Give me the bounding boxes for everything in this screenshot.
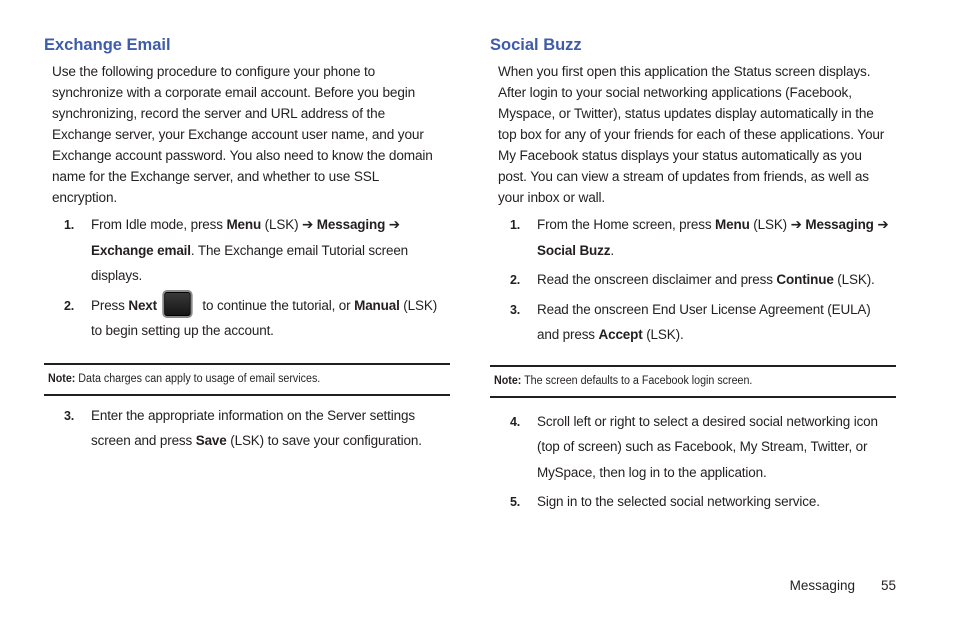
social-step-4 [490,410,896,487]
arrow-icon: ➔ [302,217,314,233]
social-step-1 [490,213,896,264]
step-text: Sign in to the selected social networking service. [537,494,820,510]
page-number: 55 [880,578,896,593]
social-step-5 [490,490,896,516]
exchange-step-1 [44,213,450,290]
step-number: 3. [64,408,75,423]
softkey-button-icon [163,290,193,318]
step-number: 2. [64,298,75,313]
social-step-3 [490,298,896,349]
exchange-email-section [44,34,450,455]
step-text: Read the onscreen disclaimer and press Continue (LSK). [537,272,875,288]
step-text: From Idle mode, press Menu (LSK) ➔ Messaging ➔ Exchange email. The Exchange email Tutorial screen displays. [91,217,409,284]
step-text: Read the onscreen End User License Agreement (EULA) and press Accept (LSK). [537,301,871,343]
note-box [44,363,450,396]
exchange-step-3 [44,404,450,455]
exchange-email-intro: Use the following procedure to configure your phone to synchronize with a corporate email account. Before you begin synchronizing, record the server and URL address of the Exchange server, your Exchange account user name, and your Exchange account password. You also need to know the domain name for the Exchange server, and whether to use SSL encryption. [52,64,433,206]
social-buzz-section [490,34,896,516]
step-number: 5. [510,495,521,509]
footer-section: Messaging [789,578,855,593]
note-label: Note: [494,374,522,387]
step-text: Press Next to continue the tutorial, or Manual (LSK) to begin setting up the account. [91,294,450,345]
note-text: The screen defaults to a Facebook login screen. [521,374,753,387]
note-label: Note: [48,372,76,385]
step-number: 3. [510,302,521,317]
step-number: 2. [510,273,521,287]
social-buzz-heading: Social Buzz [490,36,582,54]
step-text: From the Home screen, press Menu (LSK) ➔ Messaging ➔ Social Buzz. [537,217,889,259]
arrow-icon: ➔ [790,217,802,233]
arrow-icon: ➔ [877,217,889,233]
arrow-icon: ➔ [388,217,400,233]
exchange-email-heading: Exchange Email [44,36,171,54]
step-number: 1. [64,218,75,232]
step-number: 1. [510,218,521,232]
page-footer [790,578,896,593]
step-text: Scroll left or right to select a desired social networking icon (top of screen) such as Facebook, My Stream, Twitter, or MySpace, then log in to the application. [537,413,878,481]
note-box [490,365,896,398]
exchange-step-2 [44,294,450,345]
social-step-2 [490,268,896,294]
step-text: Enter the appropriate information on the Server settings screen and press Save (LSK) to save your configuration. [91,407,422,449]
note-text: Data charges can apply to usage of email services. [75,372,321,385]
social-buzz-intro: When you first open this application the Status screen displays. After login to your social networking applications (Facebook, Myspace, or Twitter), status updates display automatically in the top box for any of your friends for each of these applications. Your My Facebook status displays your status automatically as you post. You can view a stream of updates from friends, as well as your inbox or wall. [498,64,885,206]
step-number: 4. [510,414,521,429]
